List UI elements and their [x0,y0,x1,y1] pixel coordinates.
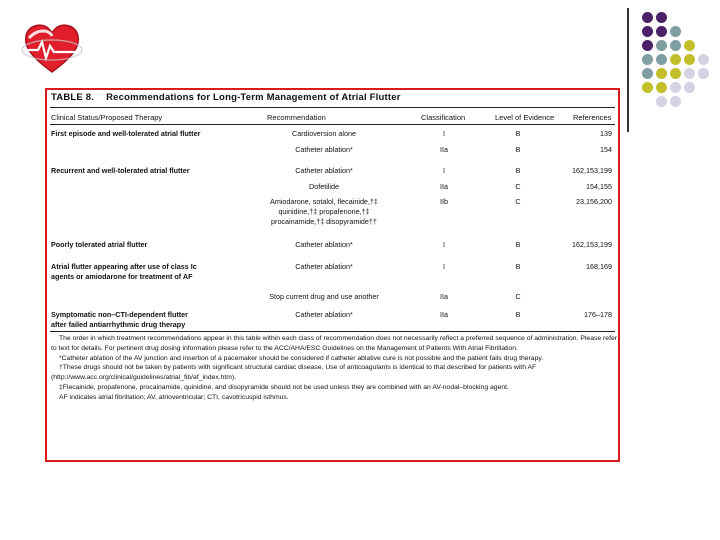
decorative-dot [642,82,653,93]
table-number: TABLE 8. [51,92,95,103]
row-3-status: Recurrent and well-tolerated atrial flutter [51,166,190,175]
row-7-loe: B [515,262,521,271]
row-5-recommendation-line-2: quinidine,†‡ propafenone,†‡ [278,207,370,216]
row-3-recommendation: Catheter ablation* [295,166,353,175]
row-5-class: IIb [440,197,448,206]
decorative-dot [642,12,653,23]
decorative-dot [642,26,653,37]
row-5-recommendation-line-3: procainamide,†‡ disopyramide†† [271,217,377,226]
header-level-of-evidence: Level of Evidence [495,113,555,122]
header-recommendation: Recommendation [267,113,326,122]
row-1-status: First episode and well-tolerated atrial flutter [51,129,201,138]
row-2-class: IIa [440,145,448,154]
decorative-dot [656,26,667,37]
row-4-recommendation: Dofetilide [309,182,339,191]
decorative-dot [670,82,681,93]
row-3-loe: B [515,166,521,175]
footnote-order: The order in which treatment recommendations appear in this table within each class of recommendation does not necessarily reflect a preferred sequence of administration. Please refer to text for details. For pertinent drug dosing information please refer to the ACC/AHA/ESC Guidelines on the Management of Patients With Atrial Fibrillation. [51,335,618,352]
row-6-status: Poorly tolerated atrial flutter [51,240,148,249]
decorative-dot [656,12,667,23]
decorative-dot-grid [640,10,720,120]
row-4-class: IIa [440,182,448,191]
table-title [51,92,401,103]
heart-logo-icon [20,20,84,76]
decorative-dot [656,40,667,51]
decorative-dot [656,68,667,79]
row-8-recommendation: Stop current drug and use another [269,292,379,301]
decorative-dot [684,40,695,51]
row-9-refs: 176–178 [584,310,612,319]
decorative-dot [684,68,695,79]
row-5-loe: C [515,197,521,206]
decorative-dot [656,96,667,107]
decorative-dot [656,54,667,65]
header-classification: Classification [421,113,466,122]
decorative-dot [698,68,709,79]
row-4-loe: C [515,182,521,191]
decorative-vertical-line [627,8,629,132]
row-2-refs: 154 [600,145,612,154]
footer-rule [50,331,615,332]
row-1-refs: 139 [600,129,612,138]
header-references: References [573,113,612,122]
row-9-class: IIa [440,310,448,319]
decorative-dot [670,40,681,51]
row-1-recommendation: Cardioversion alone [292,129,356,138]
footnote-double-dagger: ‡Flecainide, propafenone, procainamide, quinidine, and disopyramide should not be used unless they are combined with an AV-nodal–blocking agent. [59,383,509,391]
decorative-dot [642,40,653,51]
row-2-loe: B [515,145,521,154]
row-4-refs: 154,155 [586,182,612,191]
decorative-dot [642,54,653,65]
footnote-dagger: †These drugs should not be taken by patients with significant structural cardiac disease. Use of anticoagulants is identical to that described for patients with AF (http://www.acc.org/clinical/guidelines/atrial_fib/af_index.htm). [51,364,537,382]
decorative-dot [684,82,695,93]
footnote-abbreviations: AF indicates atrial fibrillation; AV, atrioventricular; CTI, cavotricuspid isthmus. [59,393,289,401]
row-9-status-line-2: after failed antiarrhythmic drug therapy [51,320,186,329]
row-9-loe: B [515,310,521,319]
table-frame [45,88,620,462]
row-7-status-line-2: agents or amiodarone for treatment of AF [51,272,193,281]
row-1-loe: B [515,129,521,138]
row-1-class: I [443,129,445,138]
row-6-class: I [443,240,445,249]
decorative-dot [642,68,653,79]
row-7-status-line-1: Atrial flutter appearing after use of class Ic [51,262,197,271]
decorative-dot [670,96,681,107]
row-9-recommendation: Catheter ablation* [295,310,353,319]
decorative-dot [670,54,681,65]
table-title-text: Recommendations for Long-Term Management of Atrial Flutter [106,92,401,103]
decorative-dot [670,26,681,37]
row-6-refs: 162,153,199 [572,240,612,249]
footnote-catheter: *Catheter ablation of the AV junction and insertion of a pacemaker should be considered if catheter ablative cure is not possible and the patient fails drug therapy. [59,354,544,362]
table-footnotes [51,334,617,403]
row-7-refs: 168,169 [586,262,612,271]
row-9-status-line-1: Symptomatic non–CTI-dependent flutter [51,310,188,319]
row-5-refs: 23,156,200 [576,197,612,206]
row-3-refs: 162,153,199 [572,166,612,175]
decorative-dot [670,68,681,79]
header-rule [50,124,615,125]
row-6-loe: B [515,240,521,249]
row-8-class: IIa [440,292,448,301]
header-clinical-status: Clinical Status/Proposed Therapy [51,113,163,122]
row-7-recommendation: Catheter ablation* [295,262,353,271]
row-2-recommendation: Catheter ablation* [295,145,353,154]
row-3-class: I [443,166,445,175]
row-8-loe: C [515,292,521,301]
title-rule [50,107,615,108]
row-5-recommendation-line-1: Amiodarone, sotalol, flecainide,†‡ [270,197,378,206]
decorative-dot [656,82,667,93]
decorative-dot [684,54,695,65]
row-7-class: I [443,262,445,271]
decorative-dot [698,54,709,65]
row-6-recommendation: Catheter ablation* [295,240,353,249]
